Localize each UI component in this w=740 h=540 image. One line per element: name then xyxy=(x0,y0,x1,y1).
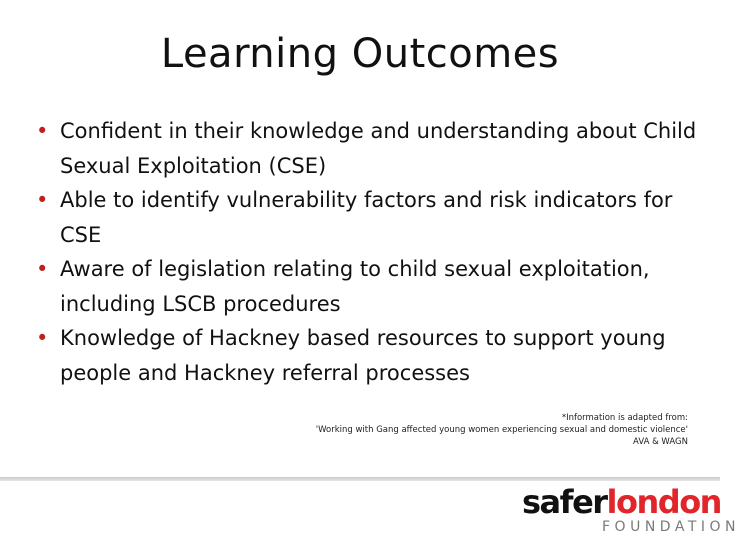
bullet-icon: • xyxy=(36,119,49,143)
list-item-text: Able to identify vulnerability factors and risk indicators for CSE xyxy=(60,188,673,247)
bullet-icon: • xyxy=(36,257,49,281)
list-item xyxy=(36,252,706,321)
footnote-line: *Information is adapted from: xyxy=(561,413,688,423)
footer-divider xyxy=(0,477,720,481)
slide-title: Learning Outcomes xyxy=(160,31,560,77)
list-item-text: Aware of legislation relating to child sexual exploitation, including LSCB procedures xyxy=(60,257,650,316)
logo-safer-text: safer xyxy=(522,483,607,521)
list-item xyxy=(36,321,706,390)
footnote-line: AVA & WAGN xyxy=(633,437,688,447)
footnote-line: 'Working with Gang affected young women experiencing sexual and domestic violence' xyxy=(315,425,688,435)
bullet-icon: • xyxy=(36,326,49,350)
list-item xyxy=(36,183,706,252)
safer-london-logo xyxy=(522,483,740,536)
list-item-text: Confident in their knowledge and understanding about Child Sexual Exploitation (CSE) xyxy=(60,119,697,178)
logo-foundation-text: FOUNDATION xyxy=(602,519,740,535)
list-item xyxy=(36,114,706,183)
list-item-text: Knowledge of Hackney based resources to support young people and Hackney referral processes xyxy=(60,326,666,385)
bullet-icon: • xyxy=(36,188,49,212)
logo-wordmark xyxy=(522,484,721,520)
source-footnote xyxy=(268,412,688,448)
learning-outcomes-list xyxy=(36,114,706,390)
logo-london-text: london xyxy=(606,483,721,521)
